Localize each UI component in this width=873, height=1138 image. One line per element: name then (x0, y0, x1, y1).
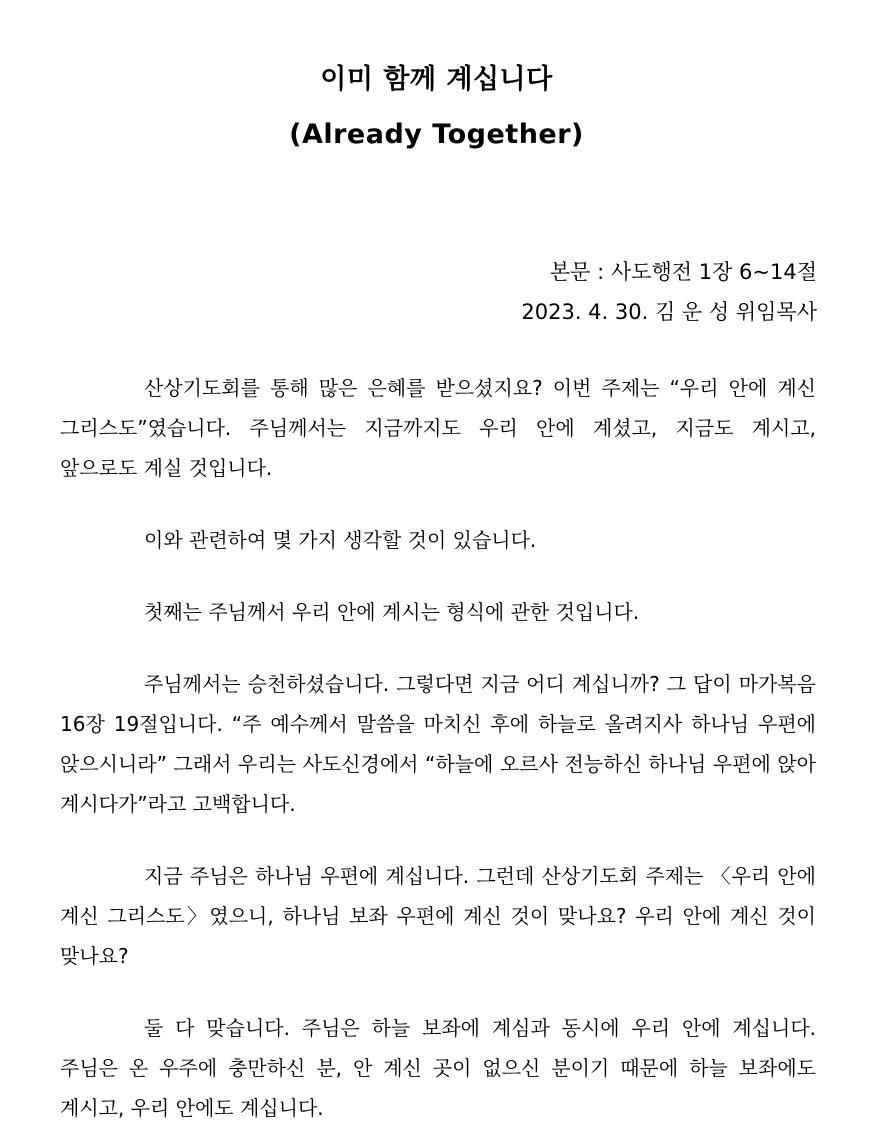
sermon-meta (521, 252, 817, 332)
paragraph-6: 둘 다 맞습니다. 주님은 하늘 보좌에 계심과 동시에 우리 안에 계십니다. 주님은 온 우주에 충만하신 분, 안 계신 곳이 없으신 분이기 때문에 하늘 보좌에도 계시고, 우리 안에도 계십니다. (60, 1016, 816, 1120)
sermon-body (60, 368, 816, 1128)
paragraph-2: 이와 관련하여 몇 가지 생각할 것이 있습니다. (144, 528, 537, 552)
sermon-title-english: (Already Together) (289, 119, 584, 150)
paragraph-3: 첫째는 주님께서 우리 안에 계시는 형식에 관한 것입니다. (144, 600, 640, 624)
sermon-title-korean: 이미 함께 계십니다 (320, 64, 553, 95)
paragraph-1: 산상기도회를 통해 많은 은혜를 받으셨지요? 이번 주제는 “우리 안에 계신 그리스도”였습니다. 주님께서는 지금까지도 우리 안에 계셨고, 지금도 계시고, 앞으로도 계실 것입니다. (60, 376, 816, 480)
sermon-title-block (0, 52, 873, 162)
scripture-reference: 본문 : 사도행전 1장 6~14절 (549, 260, 817, 284)
paragraph-4: 주님께서는 승천하셨습니다. 그렇다면 지금 어디 계십니까? 그 답이 마가복음 16장 19절입니다. “주 예수께서 말씀을 마치신 후에 하늘로 올려지사 하나님 우편에 앉으시니라” 그래서 우리는 사도신경에서 “하늘에 오르사 전능하신 하나님 우편에 앉아 계시다가”라고 고백합니다. (60, 672, 816, 816)
date-and-preacher: 2023. 4. 30. 김 운 성 위임목사 (521, 300, 817, 324)
paragraph-5: 지금 주님은 하나님 우편에 계십니다. 그런데 산상기도회 주제는 〈우리 안에 계신 그리스도〉였으니, 하나님 보좌 우편에 계신 것이 맞나요? 우리 안에 계신 것이 맞나요? (60, 864, 816, 968)
